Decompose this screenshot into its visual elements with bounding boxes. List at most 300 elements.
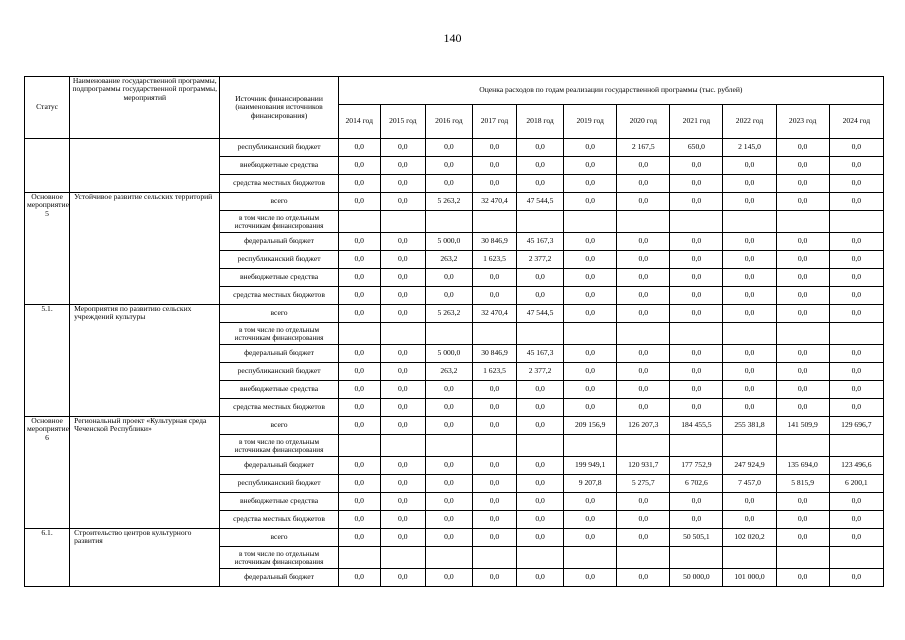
value-cell: 0,0: [670, 287, 723, 305]
table-row: [25, 193, 884, 211]
value-cell: 0,0: [472, 569, 516, 587]
value-cell: 0,0: [776, 381, 829, 399]
year-header: 2024 год: [829, 105, 883, 139]
value-cell: [564, 547, 617, 569]
value-cell: 0,0: [517, 511, 564, 529]
value-cell: 2 145,0: [723, 139, 776, 157]
source-cell: в том числе по отдельным источникам финансирования: [220, 547, 338, 569]
value-cell: 0,0: [517, 269, 564, 287]
value-cell: 0,0: [670, 251, 723, 269]
value-cell: 0,0: [617, 399, 670, 417]
source-cell: средства местных бюджетов: [220, 511, 338, 529]
value-cell: [517, 211, 564, 233]
value-cell: 184 455,5: [670, 417, 723, 435]
value-cell: 0,0: [723, 381, 776, 399]
value-cell: 0,0: [670, 269, 723, 287]
value-cell: 5 275,7: [617, 475, 670, 493]
value-cell: 0,0: [617, 363, 670, 381]
value-cell: 0,0: [425, 417, 472, 435]
value-cell: 47 544,5: [517, 305, 564, 323]
value-cell: [472, 323, 516, 345]
value-cell: [338, 323, 380, 345]
value-cell: 5 263,2: [425, 305, 472, 323]
year-header: 2017 год: [472, 105, 516, 139]
source-cell: федеральный бюджет: [220, 457, 338, 475]
value-cell: 0,0: [338, 493, 380, 511]
value-cell: 177 752,9: [670, 457, 723, 475]
status-cell: [25, 139, 70, 193]
value-cell: [723, 323, 776, 345]
value-cell: 0,0: [829, 493, 883, 511]
value-cell: 47 544,5: [517, 193, 564, 211]
value-cell: 0,0: [617, 269, 670, 287]
value-cell: 6 200,1: [829, 475, 883, 493]
value-cell: 0,0: [380, 399, 425, 417]
value-cell: 30 846,9: [472, 345, 516, 363]
header-row-top: [25, 77, 884, 105]
status-cell: 6.1.: [25, 529, 70, 587]
year-header: 2014 год: [338, 105, 380, 139]
value-cell: 0,0: [380, 193, 425, 211]
value-cell: 247 924,9: [723, 457, 776, 475]
value-cell: 0,0: [517, 399, 564, 417]
year-header: 2018 год: [517, 105, 564, 139]
value-cell: 0,0: [380, 251, 425, 269]
table-row: [25, 305, 884, 323]
value-cell: [829, 211, 883, 233]
value-cell: 0,0: [617, 345, 670, 363]
value-cell: 0,0: [380, 493, 425, 511]
source-cell: в том числе по отдельным источникам финансирования: [220, 323, 338, 345]
value-cell: 0,0: [380, 529, 425, 547]
value-cell: [472, 211, 516, 233]
value-cell: 0,0: [617, 157, 670, 175]
value-cell: 0,0: [617, 381, 670, 399]
name-header: Наименование государственной программы, подпрограммы государственной программы, мероприятий: [70, 77, 220, 139]
value-cell: 0,0: [338, 233, 380, 251]
value-cell: 0,0: [670, 345, 723, 363]
value-cell: 0,0: [670, 305, 723, 323]
table-row: [25, 139, 884, 157]
value-cell: 0,0: [425, 529, 472, 547]
value-cell: 0,0: [617, 251, 670, 269]
value-cell: 0,0: [776, 399, 829, 417]
value-cell: 0,0: [617, 287, 670, 305]
value-cell: 0,0: [829, 305, 883, 323]
value-cell: 0,0: [338, 251, 380, 269]
value-cell: 0,0: [564, 569, 617, 587]
value-cell: [338, 547, 380, 569]
value-cell: 0,0: [829, 345, 883, 363]
status-header: Статус: [25, 77, 70, 139]
value-cell: 0,0: [564, 193, 617, 211]
value-cell: 0,0: [338, 399, 380, 417]
value-cell: 1 623,5: [472, 251, 516, 269]
value-cell: 0,0: [338, 287, 380, 305]
value-cell: 0,0: [776, 269, 829, 287]
value-cell: 9 207,8: [564, 475, 617, 493]
value-cell: [617, 435, 670, 457]
value-cell: 0,0: [380, 157, 425, 175]
value-cell: 0,0: [338, 569, 380, 587]
value-cell: 0,0: [670, 157, 723, 175]
value-cell: 0,0: [425, 399, 472, 417]
value-cell: [776, 435, 829, 457]
value-cell: [617, 323, 670, 345]
value-cell: [564, 323, 617, 345]
value-cell: 0,0: [670, 493, 723, 511]
value-cell: 0,0: [517, 529, 564, 547]
value-cell: 50 000,0: [670, 569, 723, 587]
source-cell: средства местных бюджетов: [220, 175, 338, 193]
value-cell: 0,0: [723, 345, 776, 363]
value-cell: 0,0: [472, 269, 516, 287]
value-cell: 0,0: [723, 493, 776, 511]
value-cell: 0,0: [517, 569, 564, 587]
value-cell: 650,0: [670, 139, 723, 157]
value-cell: 45 167,3: [517, 345, 564, 363]
value-cell: 0,0: [670, 399, 723, 417]
value-cell: 0,0: [723, 511, 776, 529]
value-cell: 0,0: [472, 457, 516, 475]
value-cell: [829, 323, 883, 345]
value-cell: 0,0: [517, 139, 564, 157]
value-cell: 0,0: [380, 233, 425, 251]
value-cell: 0,0: [617, 193, 670, 211]
value-cell: 0,0: [380, 175, 425, 193]
value-cell: 0,0: [776, 569, 829, 587]
value-cell: 0,0: [338, 363, 380, 381]
value-cell: 0,0: [380, 305, 425, 323]
value-cell: 0,0: [776, 305, 829, 323]
value-cell: 0,0: [517, 157, 564, 175]
value-cell: 5 815,9: [776, 475, 829, 493]
value-cell: 0,0: [617, 569, 670, 587]
year-header: 2023 год: [776, 105, 829, 139]
budget-table: [24, 76, 884, 587]
value-cell: 0,0: [829, 157, 883, 175]
value-cell: 0,0: [517, 381, 564, 399]
value-cell: 5 263,2: [425, 193, 472, 211]
value-cell: [617, 211, 670, 233]
value-cell: 0,0: [338, 381, 380, 399]
name-cell: Мероприятия по развитию сельских учреждений культуры: [70, 305, 220, 417]
value-cell: 0,0: [380, 381, 425, 399]
value-cell: [564, 211, 617, 233]
value-cell: 0,0: [723, 305, 776, 323]
value-cell: 0,0: [829, 363, 883, 381]
value-cell: 0,0: [380, 569, 425, 587]
source-cell: внебюджетные средства: [220, 381, 338, 399]
source-cell: федеральный бюджет: [220, 345, 338, 363]
estimate-header: Оценка расходов по годам реализации государственной программы (тыс. рублей): [338, 77, 883, 105]
value-cell: 0,0: [380, 511, 425, 529]
value-cell: 0,0: [776, 157, 829, 175]
value-cell: 0,0: [829, 175, 883, 193]
value-cell: [829, 435, 883, 457]
value-cell: [380, 435, 425, 457]
value-cell: [517, 547, 564, 569]
status-cell: 5.1.: [25, 305, 70, 417]
source-cell: средства местных бюджетов: [220, 399, 338, 417]
status-cell: Основное мероприятие 5: [25, 193, 70, 305]
value-cell: 0,0: [670, 511, 723, 529]
value-cell: 0,0: [380, 475, 425, 493]
value-cell: 50 505,1: [670, 529, 723, 547]
value-cell: 0,0: [564, 269, 617, 287]
value-cell: 0,0: [380, 269, 425, 287]
table-row: [25, 417, 884, 435]
value-cell: [670, 435, 723, 457]
value-cell: 0,0: [338, 139, 380, 157]
value-cell: 0,0: [564, 139, 617, 157]
value-cell: [723, 211, 776, 233]
value-cell: 129 696,7: [829, 417, 883, 435]
value-cell: 7 457,0: [723, 475, 776, 493]
source-cell: всего: [220, 305, 338, 323]
value-cell: 0,0: [425, 493, 472, 511]
value-cell: 0,0: [472, 417, 516, 435]
value-cell: 199 949,1: [564, 457, 617, 475]
value-cell: 0,0: [472, 399, 516, 417]
source-header: Источник финансировании (наименования источников финансирования): [220, 77, 338, 139]
value-cell: 0,0: [425, 269, 472, 287]
value-cell: 0,0: [670, 363, 723, 381]
value-cell: 0,0: [564, 381, 617, 399]
value-cell: 255 381,8: [723, 417, 776, 435]
value-cell: 0,0: [776, 529, 829, 547]
value-cell: 0,0: [425, 287, 472, 305]
value-cell: 0,0: [776, 345, 829, 363]
source-cell: внебюджетные средства: [220, 269, 338, 287]
value-cell: 0,0: [517, 475, 564, 493]
value-cell: 5 000,0: [425, 233, 472, 251]
value-cell: 0,0: [338, 305, 380, 323]
source-cell: республиканский бюджет: [220, 251, 338, 269]
value-cell: 0,0: [829, 399, 883, 417]
source-cell: в том числе по отдельным источникам финансирования: [220, 435, 338, 457]
value-cell: 0,0: [617, 529, 670, 547]
year-header: 2015 год: [380, 105, 425, 139]
value-cell: 0,0: [338, 475, 380, 493]
source-cell: внебюджетные средства: [220, 157, 338, 175]
value-cell: 0,0: [829, 139, 883, 157]
value-cell: 0,0: [617, 175, 670, 193]
value-cell: [617, 547, 670, 569]
value-cell: 0,0: [564, 233, 617, 251]
value-cell: 0,0: [723, 193, 776, 211]
value-cell: 0,0: [670, 233, 723, 251]
value-cell: 2 167,5: [617, 139, 670, 157]
value-cell: [472, 547, 516, 569]
value-cell: 0,0: [776, 287, 829, 305]
value-cell: 0,0: [829, 251, 883, 269]
source-cell: всего: [220, 417, 338, 435]
value-cell: 0,0: [776, 233, 829, 251]
value-cell: 0,0: [564, 345, 617, 363]
source-cell: федеральный бюджет: [220, 569, 338, 587]
value-cell: 0,0: [380, 363, 425, 381]
value-cell: [517, 323, 564, 345]
value-cell: [517, 435, 564, 457]
value-cell: 0,0: [723, 233, 776, 251]
value-cell: 32 470,4: [472, 193, 516, 211]
value-cell: 0,0: [472, 529, 516, 547]
value-cell: 0,0: [338, 529, 380, 547]
value-cell: 0,0: [829, 193, 883, 211]
value-cell: 0,0: [723, 175, 776, 193]
value-cell: 0,0: [472, 175, 516, 193]
year-header: 2019 год: [564, 105, 617, 139]
value-cell: 0,0: [517, 457, 564, 475]
value-cell: 0,0: [380, 139, 425, 157]
value-cell: 0,0: [425, 569, 472, 587]
year-header: 2021 год: [670, 105, 723, 139]
value-cell: 0,0: [517, 417, 564, 435]
value-cell: [425, 211, 472, 233]
value-cell: 2 377,2: [517, 251, 564, 269]
value-cell: 0,0: [723, 287, 776, 305]
value-cell: 0,0: [338, 175, 380, 193]
value-cell: 30 846,9: [472, 233, 516, 251]
value-cell: 263,2: [425, 363, 472, 381]
value-cell: 0,0: [829, 569, 883, 587]
source-cell: средства местных бюджетов: [220, 287, 338, 305]
value-cell: 0,0: [425, 457, 472, 475]
value-cell: [338, 211, 380, 233]
value-cell: 120 931,7: [617, 457, 670, 475]
source-cell: республиканский бюджет: [220, 363, 338, 381]
value-cell: 0,0: [564, 493, 617, 511]
value-cell: 0,0: [564, 287, 617, 305]
value-cell: 0,0: [380, 417, 425, 435]
name-cell: Региональный проект «Культурная среда Чеченской Республики»: [70, 417, 220, 529]
value-cell: 263,2: [425, 251, 472, 269]
table-row: [25, 529, 884, 547]
value-cell: 0,0: [564, 399, 617, 417]
source-cell: в том числе по отдельным источникам финансирования: [220, 211, 338, 233]
value-cell: 0,0: [776, 493, 829, 511]
value-cell: [380, 211, 425, 233]
value-cell: 0,0: [670, 381, 723, 399]
value-cell: 123 496,6: [829, 457, 883, 475]
name-cell: Строительство центров культурного развития: [70, 529, 220, 587]
year-header: 2022 год: [723, 105, 776, 139]
value-cell: 0,0: [425, 381, 472, 399]
value-cell: 0,0: [829, 529, 883, 547]
value-cell: [425, 435, 472, 457]
value-cell: 0,0: [472, 157, 516, 175]
value-cell: 0,0: [829, 233, 883, 251]
source-cell: республиканский бюджет: [220, 139, 338, 157]
value-cell: 0,0: [425, 511, 472, 529]
value-cell: 0,0: [829, 269, 883, 287]
value-cell: 0,0: [776, 193, 829, 211]
value-cell: [380, 547, 425, 569]
value-cell: 6 702,6: [670, 475, 723, 493]
value-cell: [425, 323, 472, 345]
value-cell: 0,0: [829, 287, 883, 305]
value-cell: 209 156,9: [564, 417, 617, 435]
value-cell: 0,0: [723, 399, 776, 417]
value-cell: 0,0: [617, 493, 670, 511]
value-cell: [723, 547, 776, 569]
value-cell: 0,0: [472, 511, 516, 529]
value-cell: 0,0: [564, 251, 617, 269]
value-cell: 0,0: [338, 269, 380, 287]
value-cell: [472, 435, 516, 457]
value-cell: 0,0: [380, 287, 425, 305]
value-cell: 0,0: [723, 269, 776, 287]
value-cell: 0,0: [472, 493, 516, 511]
value-cell: 141 509,9: [776, 417, 829, 435]
value-cell: 0,0: [564, 363, 617, 381]
name-cell: Устойчивое развитие сельских территорий: [70, 193, 220, 305]
value-cell: 0,0: [517, 175, 564, 193]
value-cell: [338, 435, 380, 457]
value-cell: 0,0: [425, 157, 472, 175]
source-cell: федеральный бюджет: [220, 233, 338, 251]
source-cell: внебюджетные средства: [220, 493, 338, 511]
value-cell: 2 377,2: [517, 363, 564, 381]
value-cell: 0,0: [338, 345, 380, 363]
value-cell: [564, 435, 617, 457]
value-cell: 126 207,3: [617, 417, 670, 435]
value-cell: [723, 435, 776, 457]
value-cell: [776, 211, 829, 233]
value-cell: 0,0: [338, 417, 380, 435]
value-cell: 32 470,4: [472, 305, 516, 323]
value-cell: 0,0: [723, 157, 776, 175]
value-cell: 0,0: [472, 381, 516, 399]
value-cell: 135 694,0: [776, 457, 829, 475]
value-cell: 0,0: [670, 193, 723, 211]
value-cell: 0,0: [472, 287, 516, 305]
value-cell: 0,0: [723, 251, 776, 269]
value-cell: 1 623,5: [472, 363, 516, 381]
value-cell: [670, 323, 723, 345]
value-cell: 0,0: [617, 511, 670, 529]
value-cell: 0,0: [425, 139, 472, 157]
value-cell: 0,0: [829, 381, 883, 399]
value-cell: 0,0: [776, 175, 829, 193]
year-header: 2020 год: [617, 105, 670, 139]
value-cell: [380, 323, 425, 345]
value-cell: [670, 547, 723, 569]
value-cell: 0,0: [338, 457, 380, 475]
value-cell: 0,0: [338, 193, 380, 211]
value-cell: [425, 547, 472, 569]
value-cell: 0,0: [564, 157, 617, 175]
value-cell: 0,0: [564, 511, 617, 529]
value-cell: 102 020,2: [723, 529, 776, 547]
value-cell: [776, 323, 829, 345]
source-cell: всего: [220, 529, 338, 547]
value-cell: 0,0: [776, 139, 829, 157]
source-cell: всего: [220, 193, 338, 211]
value-cell: 0,0: [472, 139, 516, 157]
table-body: [25, 77, 884, 587]
value-cell: 0,0: [380, 457, 425, 475]
value-cell: 0,0: [425, 475, 472, 493]
value-cell: 0,0: [517, 493, 564, 511]
value-cell: 0,0: [617, 305, 670, 323]
value-cell: 0,0: [617, 233, 670, 251]
value-cell: 0,0: [723, 363, 776, 381]
year-header: 2016 год: [425, 105, 472, 139]
value-cell: 0,0: [776, 251, 829, 269]
value-cell: 0,0: [425, 175, 472, 193]
